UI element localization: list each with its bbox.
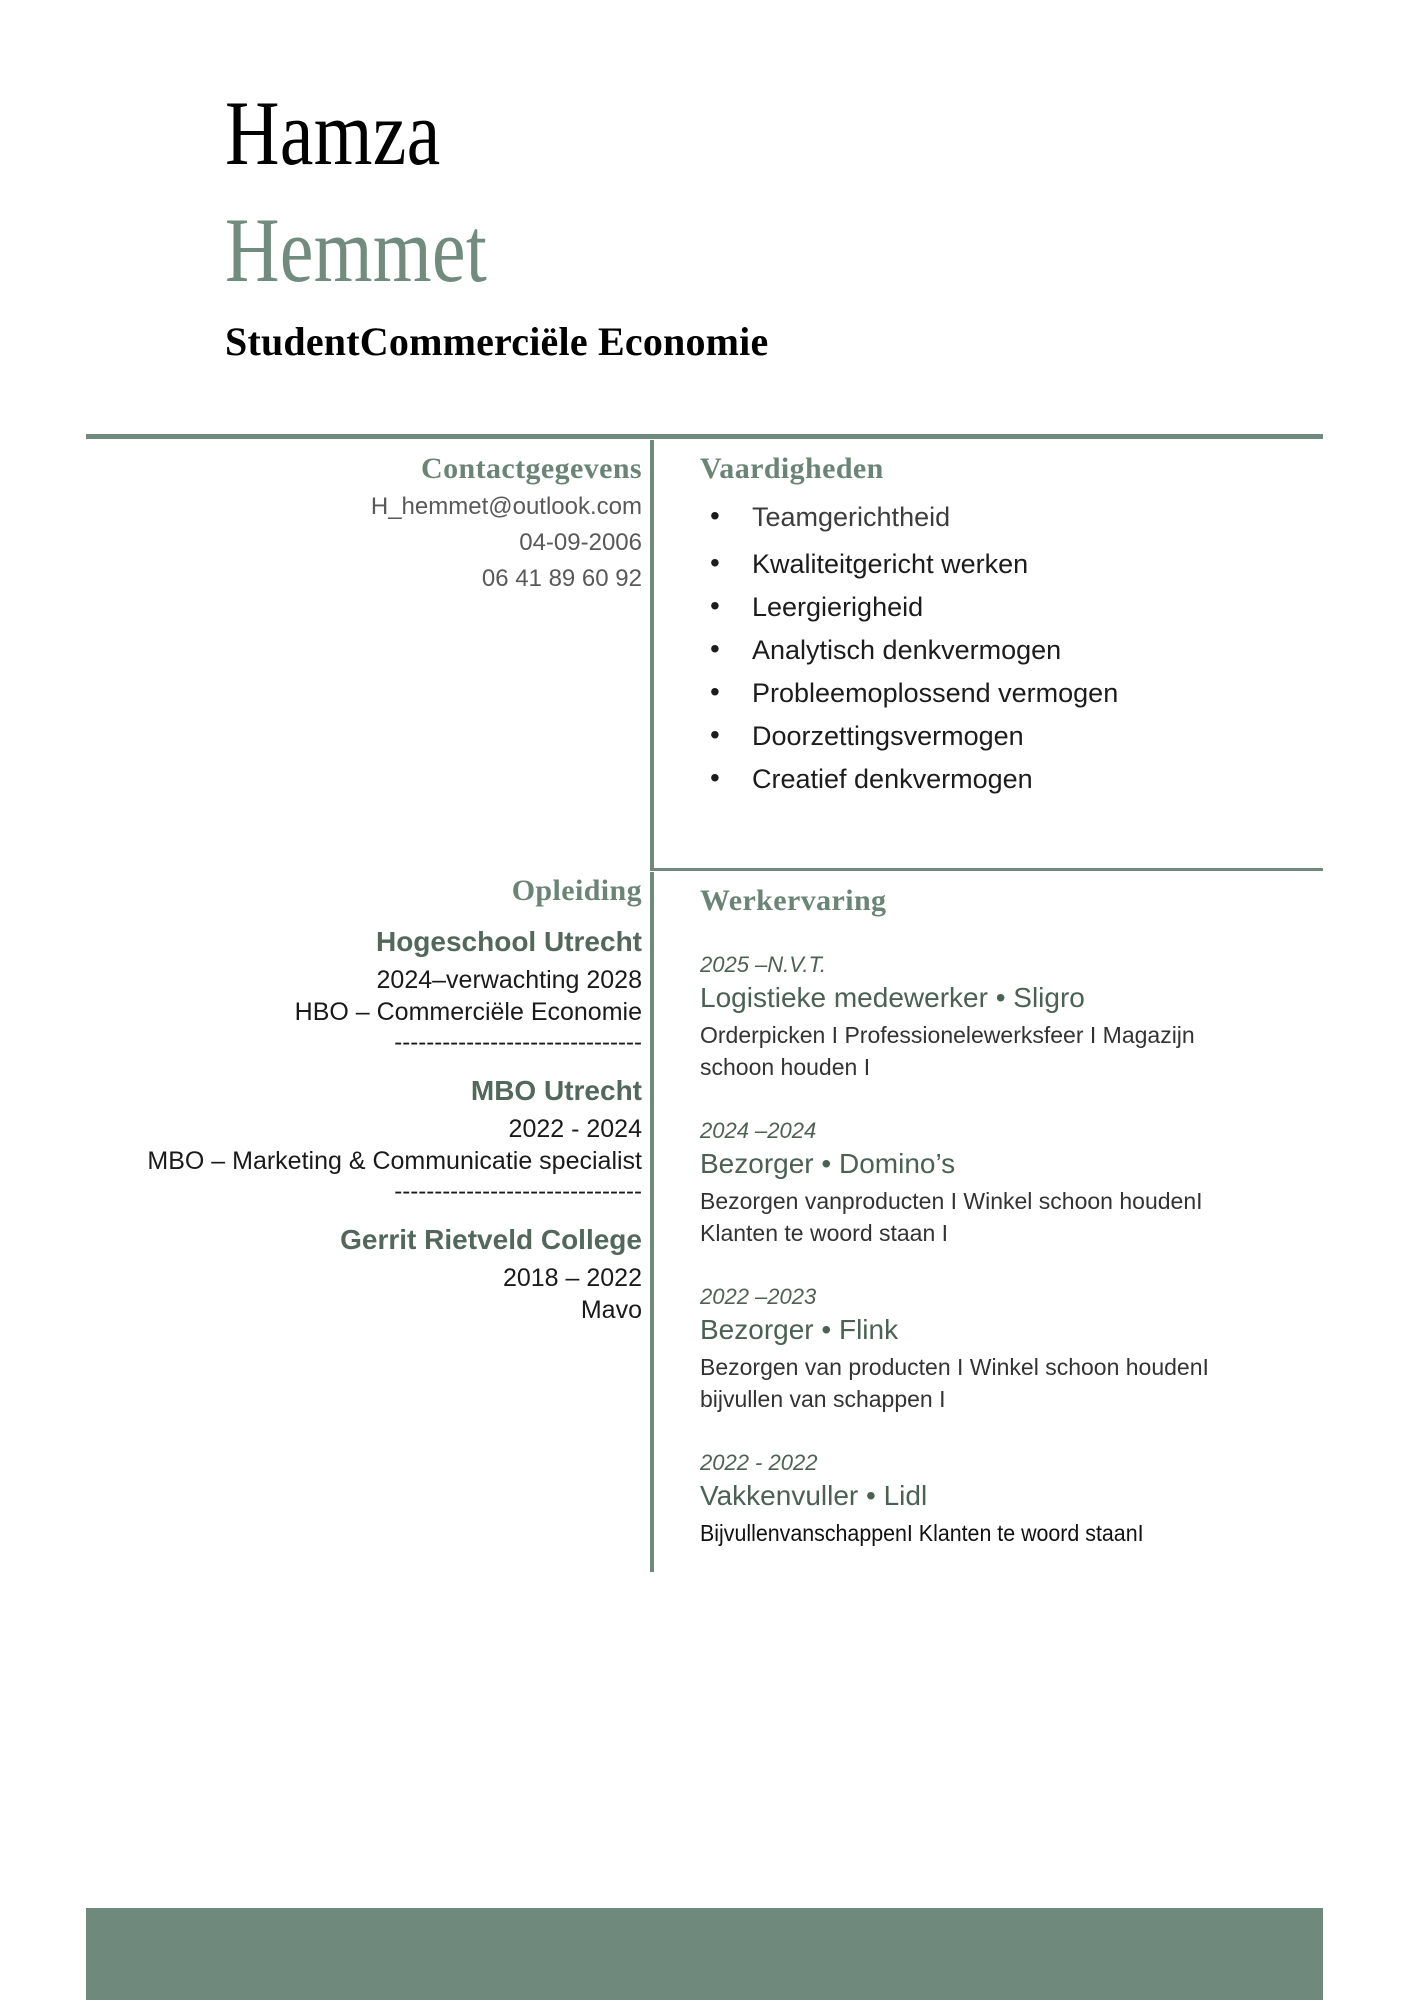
education-school: MBO Utrecht xyxy=(470,1074,642,1106)
work-entry xyxy=(700,952,1330,1084)
work-entry xyxy=(700,1450,1330,1550)
work-role: Bezorger • Domino’s xyxy=(700,1148,956,1180)
work-duties: Orderpicken I Professionelewerksfeer I Magazijn schoon houden I xyxy=(700,1022,1195,1081)
list-item: • Kwaliteitgericht werken xyxy=(700,549,1330,580)
list-item: • Doorzettingsvermogen xyxy=(700,721,1330,752)
skills-heading: Vaardigheden xyxy=(700,452,884,485)
list-item: • Teamgerichtheid xyxy=(700,502,1330,533)
education-heading: Opleiding xyxy=(511,874,642,907)
education-separator: ------------------------------- xyxy=(394,1030,642,1057)
column-divider-upper xyxy=(650,440,654,868)
work-dates: 2025 –N.V.T. xyxy=(700,952,826,977)
header-divider xyxy=(86,434,1323,439)
skills-list xyxy=(700,502,1330,795)
page-title: StudentCommerciële Economie xyxy=(225,319,769,365)
education-entry xyxy=(140,1222,642,1326)
first-name: Hamza xyxy=(225,82,441,184)
work-duties: Bezorgen vanproducten I Winkel schoon houdenI Klanten te woord staan I xyxy=(700,1188,1203,1246)
work-heading: Werkervaring xyxy=(700,884,887,917)
work-role: Vakkenvuller • Lidl xyxy=(700,1479,928,1511)
contact-section xyxy=(140,452,642,595)
contact-heading: Contactgegevens xyxy=(421,452,642,485)
work-dates: 2022 - 2022 xyxy=(700,1449,818,1475)
education-degree: MBO – Marketing & Communicatie specialist xyxy=(147,1147,642,1176)
last-name: Hemmet xyxy=(225,199,488,302)
education-dates: 2018 – 2022 xyxy=(502,1263,642,1292)
work-dates: 2024 –2024 xyxy=(700,1117,817,1143)
education-dates: 2022 - 2024 xyxy=(508,1115,642,1144)
education-dates: 2024–verwachting 2028 xyxy=(376,966,642,995)
list-item: • Creatief denkvermogen xyxy=(700,764,1330,795)
work-dates: 2022 –2023 xyxy=(700,1283,817,1309)
work-duties: BijvullenvanschappenI Klanten te woord staanI xyxy=(700,1519,1144,1546)
contact-phone: 06 41 89 60 92 xyxy=(481,565,642,593)
footer-bar xyxy=(86,1908,1323,2000)
section-divider xyxy=(650,868,1323,871)
work-role: Bezorger • Flink xyxy=(700,1314,899,1346)
contact-birthdate: 04-09-2006 xyxy=(519,529,642,557)
column-divider-lower xyxy=(650,872,654,1572)
resume-header xyxy=(225,82,1335,365)
education-school: Hogeschool Utrecht xyxy=(375,926,642,957)
education-entry xyxy=(140,924,642,1028)
skills-section xyxy=(700,452,1330,795)
list-item: • Leergierigheid xyxy=(700,592,1330,623)
work-role: Logistieke medewerker • Sligro xyxy=(700,982,1085,1014)
education-section xyxy=(140,874,642,1326)
education-separator: ------------------------------- xyxy=(394,1179,642,1206)
work-duties: Bezorgen van producten I Winkel schoon houdenI bijvullen van schappen I xyxy=(700,1354,1209,1412)
education-degree: HBO – Commerciële Economie xyxy=(294,998,642,1027)
education-school: Gerrit Rietveld College xyxy=(340,1223,642,1255)
work-entry xyxy=(700,1118,1330,1250)
list-item: • Probleemoplossend vermogen xyxy=(700,678,1330,709)
education-entry xyxy=(140,1073,642,1177)
contact-email: H_hemmet@outlook.com xyxy=(370,493,642,520)
list-item: • Analytisch denkvermogen xyxy=(700,635,1330,666)
education-degree: Mavo xyxy=(580,1295,642,1324)
work-entry xyxy=(700,1284,1330,1416)
work-experience-section xyxy=(700,884,1330,1550)
